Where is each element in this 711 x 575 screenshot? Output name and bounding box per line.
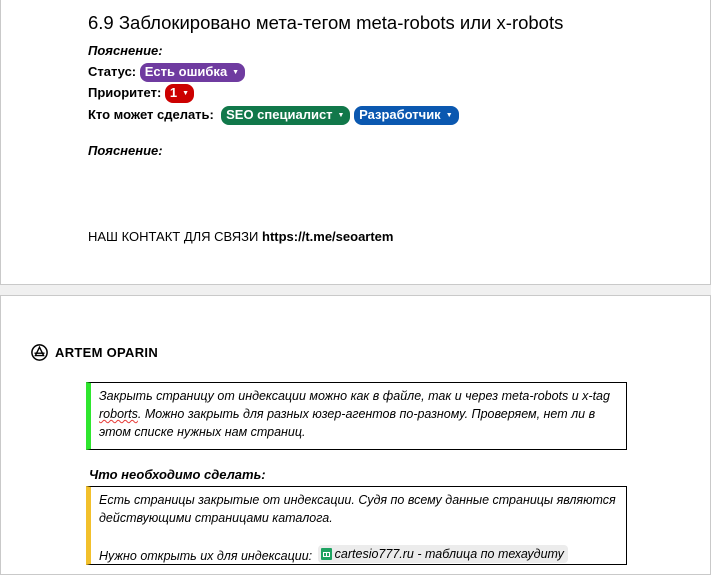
priority-dropdown-chip[interactable]	[165, 84, 194, 103]
sheet-link-chip[interactable]	[318, 545, 568, 563]
caret-down-icon: ▼	[445, 112, 453, 119]
seo-specialist-chip[interactable]	[221, 106, 350, 125]
sheet-link-text: cartesio777.ru - таблица по техаудиту	[334, 547, 564, 561]
priority-label: Приоритет:	[88, 84, 162, 100]
priority-value: 1	[169, 85, 178, 100]
action-callout	[86, 486, 627, 565]
status-dropdown-chip[interactable]	[140, 63, 245, 82]
action-text: Есть страницы закрытые от индексации. Судя по всему данные страницы являются действующими страницами каталога.	[99, 493, 616, 525]
explanation-label-2: Пояснение:	[88, 143, 163, 158]
explanation-label: Пояснение:	[88, 43, 163, 58]
developer-chip-label: Разработчик	[359, 107, 441, 122]
status-row	[88, 63, 245, 82]
brand-name: ARTEM OPARIN	[55, 345, 159, 360]
action-link-intro: Нужно открыть их для индексации:	[99, 549, 313, 563]
seo-chip-label: SEO специалист	[226, 107, 333, 122]
caret-down-icon: ▼	[182, 90, 190, 97]
action-link-line	[99, 545, 618, 565]
caret-down-icon: ▼	[232, 69, 240, 76]
misspelled-word: roborts	[99, 407, 138, 421]
info-callout	[86, 382, 627, 450]
document-page-1	[0, 0, 711, 285]
brand-header	[31, 344, 158, 361]
who-label: Кто может сделать:	[88, 106, 214, 122]
document-page-2	[0, 295, 711, 575]
contact-text: НАШ КОНТАКТ ДЛЯ СВЯЗИ	[88, 229, 259, 244]
section-title: 6.9 Заблокировано мета-тегом meta-robots или x-robots	[88, 12, 564, 33]
status-value: Есть ошибка	[144, 64, 228, 79]
google-sheets-icon	[321, 548, 332, 560]
contact-link[interactable]: https://t.me/seoartem	[262, 229, 394, 244]
priority-row	[88, 84, 194, 103]
callout-text-part-1: Закрыть страницу от индексации можно как в файле, так и через meta-robots и x-tag	[99, 389, 610, 403]
callout-text-part-2: . Можно закрыть для разных юзер-агентов по-разному. Проверяем, нет ли в этом списке нужных нам страниц.	[99, 407, 596, 439]
who-can-do-row	[88, 106, 459, 125]
status-label: Статус:	[88, 63, 137, 79]
triangle-circle-logo-icon	[31, 344, 48, 361]
caret-down-icon: ▼	[337, 112, 345, 119]
contact-line	[88, 229, 393, 244]
developer-chip[interactable]	[354, 106, 459, 125]
todo-heading: Что необходимо сделать:	[89, 467, 266, 482]
